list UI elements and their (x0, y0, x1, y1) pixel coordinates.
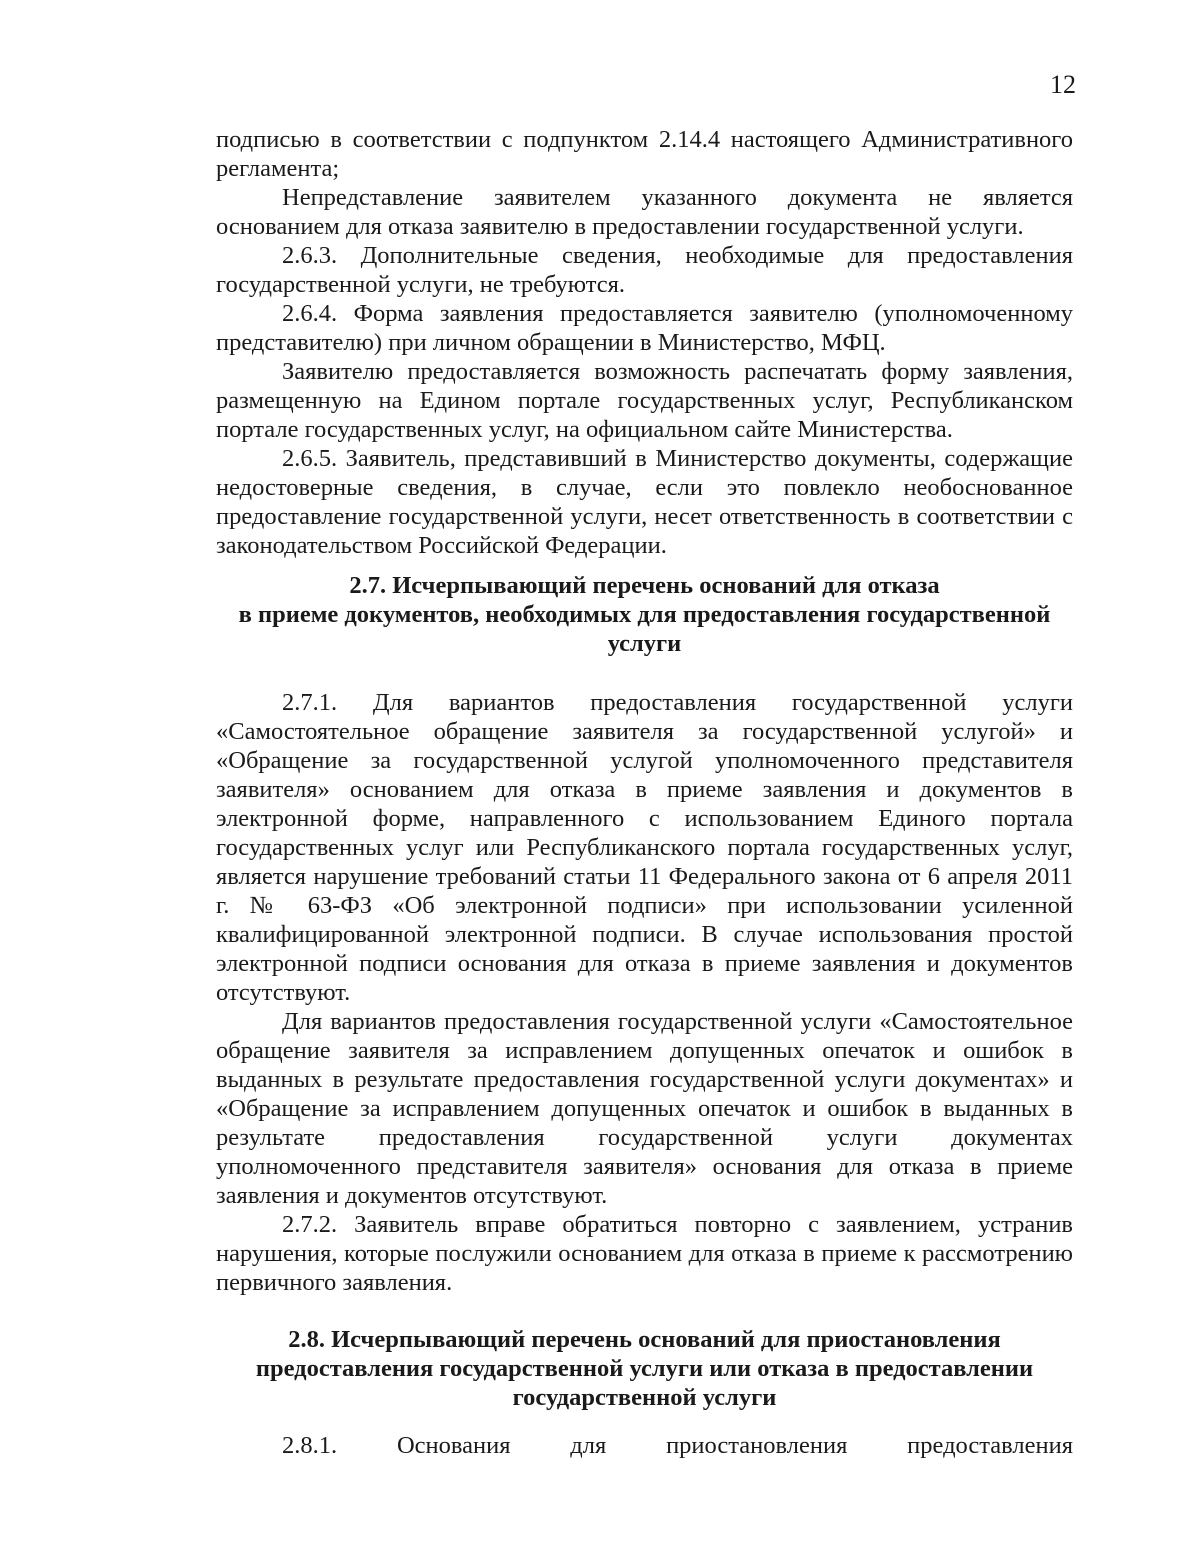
paragraph-2-6-3: 2.6.3. Дополнительные сведения, необходимые для предоставления государственной услуги, не требуются. (216, 242, 1073, 298)
paragraph-print-form: Заявителю предоставляется возможность распечатать форму заявления, размещенную на Едином портале государственных услуг, Республиканском портале государственных услуг, на официальном сайте Министерства. (216, 358, 1073, 443)
paragraph-2-6-4: 2.6.4. Форма заявления предоставляется заявителю (уполномоченному представителю) при личном обращении в Министерство, МФЦ. (216, 300, 1073, 356)
paragraph-2-7-2: 2.7.2. Заявитель вправе обратиться повторно с заявлением, устранив нарушения, которые послужили основанием для отказа в приеме к рассмотрению первичного заявления. (216, 1211, 1073, 1296)
page-number: 12 (1050, 70, 1076, 99)
text-block-section-2-6 (216, 125, 1073, 560)
paragraph-non-submission: Непредставление заявителем указанного документа не является основанием для отказа заявителю в предоставлении государственной услуги. (216, 184, 1073, 240)
section-heading-2-8 (216, 1325, 1073, 1412)
heading-2-7-line-2: в приеме документов, необходимых для предоставления государственной (238, 601, 1051, 628)
paragraph-2-8-1: 2.8.1. Основания для приостановления предоставления (282, 1432, 1073, 1459)
paragraph-2-7-1: 2.7.1. Для вариантов предоставления государственной услуги «Самостоятельное обращение заявителя за государственной услугой» и «Обращение за государственной услугой уполномоченного представителя заявителя» основанием для отказа в приеме заявления и документов в электронной форме, направленного с использованием Единого портала государственных услуг или Республиканского портала государственных услуг, является нарушение требований статьи 11 Федерального закона от 6 апреля 2011 г. № 63-ФЗ «Об электронной подписи» при использовании усиленной квалифицированной электронной подписи. В случае использования простой электронной подписи основания для отказа в приеме заявления и документов отсутствуют. (216, 689, 1073, 1006)
heading-2-8-line-3: государственной услуги (512, 1384, 777, 1411)
heading-2-7-line-3: услуги (607, 630, 682, 657)
paragraph-2-6-5: 2.6.5. Заявитель, представивший в Министерство документы, содержащие недостоверные сведения, в случае, если это повлекло необоснованное предоставление государственной услуги, несет ответственность в соответствии с законодательством Российской Федерации. (216, 445, 1073, 559)
section-heading-2-7 (216, 571, 1073, 658)
heading-2-8-line-1: 2.8. Исчерпывающий перечень оснований для приостановления (288, 1326, 1001, 1353)
paragraph-corrections-variants: Для вариантов предоставления государственной услуги «Самостоятельное обращение заявителя за исправлением допущенных опечаток и ошибок в выданных в результате предоставления государственной услуги документах» и «Обращение за исправлением допущенных опечаток и ошибок в выданных в результате предоставления государственной услуги документах уполномоченного представителя заявителя» основания для отказа в приеме заявления и документов отсутствуют. (216, 1008, 1073, 1209)
heading-2-7-line-1: 2.7. Исчерпывающий перечень оснований для отказа (349, 572, 940, 599)
text-block-section-2-7 (216, 688, 1073, 1297)
paragraph-signature-reference: подписью в соответствии с подпунктом 2.14.4 настоящего Административного регламента; (216, 126, 1073, 182)
heading-2-8-line-2: предоставления государственной услуги или отказа в предоставлении (255, 1355, 1034, 1382)
